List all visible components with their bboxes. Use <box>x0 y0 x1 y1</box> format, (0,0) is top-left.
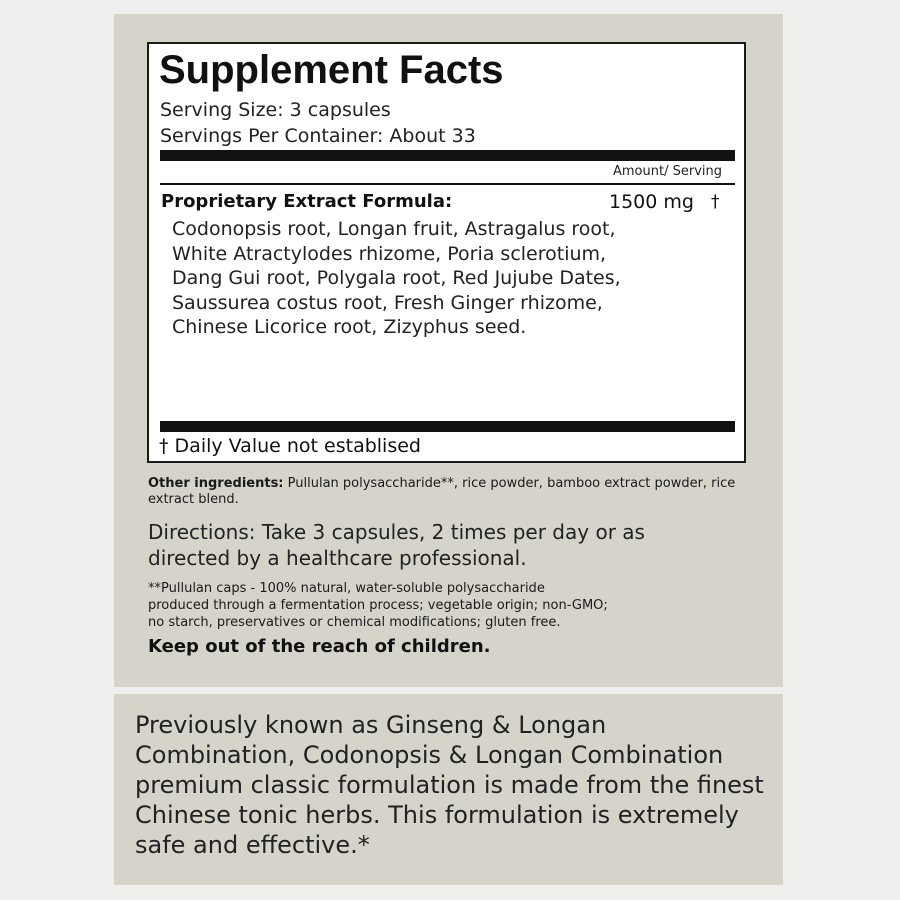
pullulan-line: **Pullulan caps - 100% natural, water-soluble polysaccharide <box>148 581 545 596</box>
divider-thick-bottom <box>160 421 735 432</box>
directions <box>148 519 645 571</box>
other-ingredients-label: Other ingredients: <box>148 476 284 491</box>
ingredient-line: Codonopsis root, Longan fruit, Astragalus root, <box>172 218 616 240</box>
pullulan-line: produced through a fermentation process; vegetable origin; non-GMO; <box>148 598 608 613</box>
supplement-facts-box <box>147 42 746 463</box>
pullulan-line: no starch, preservatives or chemical modifications; gluten free. <box>148 615 561 630</box>
description-line: Chinese tonic herbs. This formulation is extremely <box>135 801 739 829</box>
ingredient-line: Dang Gui root, Polygala root, Red Jujube Dates, <box>172 267 621 289</box>
formula-dagger: † <box>711 192 720 212</box>
product-description <box>135 710 764 860</box>
servings-per-container: Servings Per Container: About 33 <box>160 125 476 147</box>
description-line: safe and effective.* <box>135 831 370 859</box>
amount-serving-header: Amount/ Serving <box>613 164 722 179</box>
ingredient-list <box>172 217 621 340</box>
description-line: Previously known as Ginseng & Longan <box>135 711 607 739</box>
daily-value-note: † Daily Value not establised <box>159 435 421 457</box>
serving-size: Serving Size: 3 capsules <box>160 99 391 121</box>
child-warning: Keep out of the reach of children. <box>148 636 491 657</box>
pullulan-note <box>148 580 608 631</box>
other-ingredients <box>148 476 748 508</box>
ingredient-line: Chinese Licorice root, Zizyphus seed. <box>172 316 527 338</box>
ingredient-line: White Atractylodes rhizome, Poria sclerotium, <box>172 242 607 265</box>
formula-name: Proprietary Extract Formula: <box>161 191 453 212</box>
description-line: premium classic formulation is made from the finest <box>135 771 764 799</box>
other-ingredients-text: Pullulan polysaccharide**, rice powder, bamboo extract powder, rice extract blend. <box>148 476 736 507</box>
ingredient-line: Saussurea costus root, Fresh Ginger rhizome, <box>172 291 603 314</box>
facts-title: Supplement Facts <box>159 48 504 92</box>
directions-line: Directions: Take 3 capsules, 2 times per day or as <box>148 520 645 544</box>
directions-line: directed by a healthcare professional. <box>148 546 527 570</box>
divider-thick-top <box>160 150 735 161</box>
formula-amount: 1500 mg <box>609 191 694 213</box>
divider-thin <box>160 183 735 185</box>
description-line: Combination, Codonopsis & Longan Combination <box>135 741 724 769</box>
